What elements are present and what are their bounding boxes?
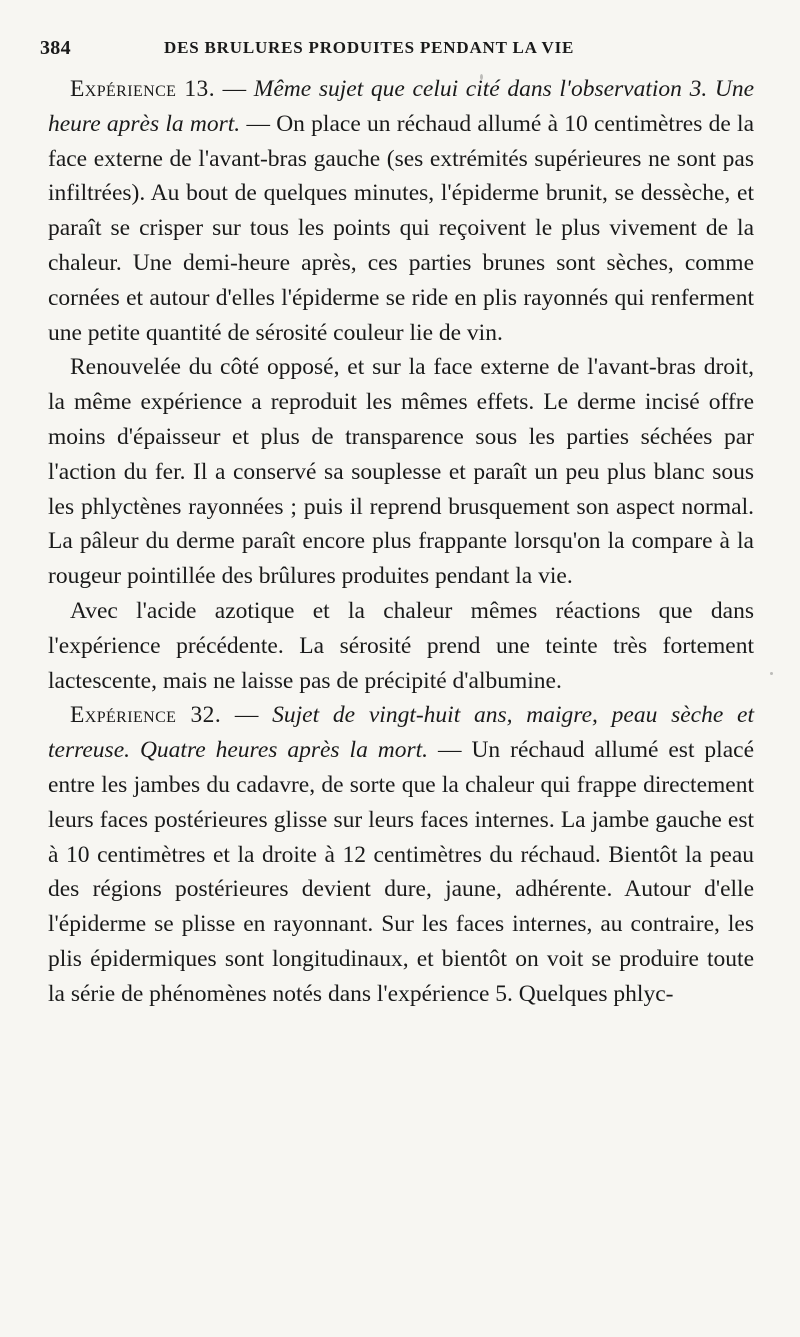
paragraph-experience-13 bbox=[48, 72, 754, 350]
paragraph-text: Avec l'acide azotique et la chaleur mêmes réactions que dans l'expérience précédente. La sérosité prend une teinte très fortement lactescente, mais ne laisse pas de précipité d'albumine. bbox=[48, 597, 754, 694]
paragraph-experience-32 bbox=[48, 698, 754, 1011]
paragraph-acide-azotique bbox=[48, 594, 754, 698]
page-number: 384 bbox=[40, 37, 71, 59]
running-title: DES BRULURES PRODUITES PENDANT LA VIE bbox=[164, 38, 575, 57]
separator: — bbox=[214, 76, 254, 102]
paragraph-text: — Un réchaud allumé est placé entre les jambes du cadavre, de sorte que la chaleur qui frappe directement leurs faces postérieures glisse sur leurs faces internes. La jambe gauche est à 10 centimètres et la droite à 12 centimètres du réchaud. Bientôt la peau des régions postérieures devient dure, jaune, adhérente. Autour d'elle l'épiderme se plisse en rayonnant. Sur les faces internes, au contraire, les plis épidermiques sont longitudinaux, et bientôt on voit se produire toute la série de phénomènes notés dans l'expérience 5. Quelques phlyc- bbox=[48, 737, 754, 1007]
paragraph-renouvelee bbox=[48, 350, 754, 594]
experience-label: Expérience 13. bbox=[70, 76, 215, 102]
paragraph-text: — On place un réchaud allumé à 10 centimètres de la face externe de l'avant-bras gauche (ses extrémités supérieures ne sont pas infiltrées). Au bout de quelques minutes, l'épiderme brunit, se dessèche, et paraît se crisper sur tous les points qui reçoivent le plus vivement de la chaleur. Une demi-heure après, ces parties brunes sont sèches, comme cornées et autour d'elles l'épiderme se ride en plis rayonnés qui renferment une petite quantité de sérosité couleur lie de vin. bbox=[48, 110, 754, 346]
experience-subtitle: Même sujet que celui cité dans l'observation 3. Une heure après la mort. bbox=[48, 76, 754, 137]
body-text bbox=[48, 72, 754, 1012]
print-speck bbox=[480, 74, 483, 80]
print-speck bbox=[770, 672, 773, 675]
experience-label: Expérience 32. bbox=[70, 702, 222, 729]
separator: — bbox=[221, 702, 273, 729]
paragraph-text: Renouvelée du côté opposé, et sur la face externe de l'avant-bras droit, la même expérience a reproduit les mêmes effets. Le derme incisé offre moins d'épaisseur et plus de transparence sous les parties séchées par l'action du fer. Il a conservé sa souplesse et paraît un peu plus blanc sous les phlyctènes rayonnées ; puis il reprend brusquement son aspect normal. La pâleur du derme paraît encore plus frappante lorsqu'on la compare à la rougeur pointillée des brûlures produites pendant la vie. bbox=[48, 354, 754, 590]
experience-subtitle: Sujet de vingt-huit ans, maigre, peau sèche et terreuse. Quatre heures après la mort. bbox=[48, 702, 755, 764]
running-head bbox=[40, 30, 800, 66]
